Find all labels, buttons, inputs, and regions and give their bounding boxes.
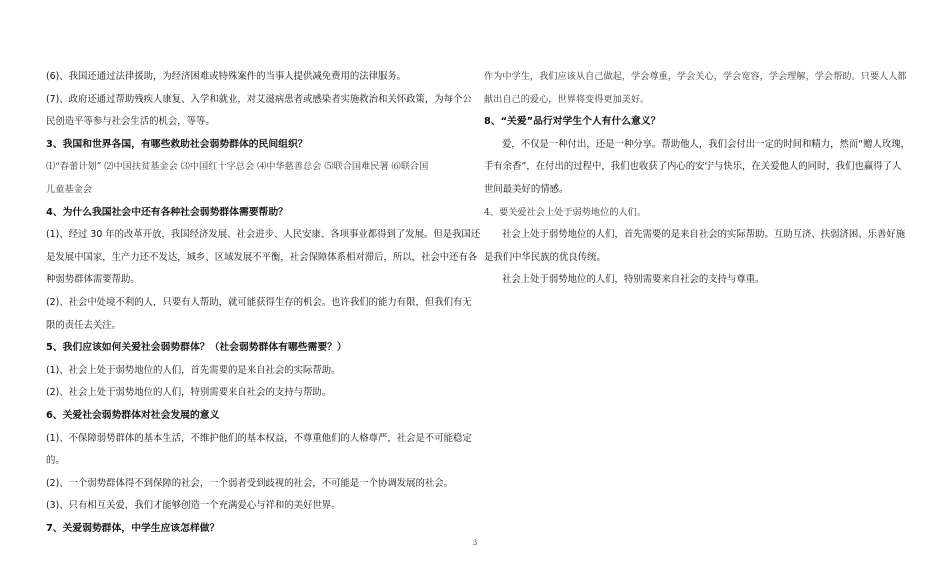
page-number: 3 — [472, 539, 478, 547]
section-heading: 7、关爱弱势群体，中学生应该怎样做？ — [46, 522, 220, 534]
text-line: 世间最美好的情感。 — [484, 183, 569, 195]
section-heading: 5、我们应该如何关爱社会弱势群体？（社会弱势群体有哪些需要？） — [46, 342, 347, 354]
text-line: ⑴“春蕾计划” ⑵中国扶贫基金会 ⑶中国红十字总会 ⑷中华慈善总会 ⑸联合国难民署 ⑹联合国 — [46, 161, 429, 173]
text-line: (1)、不保障弱势群体的基本生活，不维护他们的基本权益，不尊重他们的人格尊严，社会是不可能稳定 — [46, 432, 472, 444]
section-heading: 6、关爱社会弱势群体对社会发展的意义 — [46, 409, 220, 421]
text-line: 爱，不仅是一种付出，还是一种分享。帮助他人，我们会付出一定的时间和精力，然而“赠人玫瑰， — [502, 138, 910, 150]
text-line: 手有余香”，在付出的过程中，我们也收获了内心的安宁与快乐，在关爱他人的同时，我们也赢得了人 — [484, 161, 902, 173]
text-line: (2)、社会中处境不利的人，只要有人帮助，就可能获得生存的机会。也许我们的能力有限，但我们有无 — [46, 296, 472, 308]
section-heading: 4、为什么我国社会中还有各种社会弱势群体需要帮助？ — [46, 206, 288, 218]
text-line: (2)、社会上处于弱势地位的人们，特别需要来自社会的支持与帮助。 — [46, 387, 332, 399]
section-heading: 8、“关爱”品行对学生个人有什么意义？ — [484, 116, 661, 128]
left-column — [46, 66, 481, 540]
text-line: (6)、我国还通过法律援助，为经济困难或特殊案件的当事人提供减免费用的法律服务。 — [46, 71, 407, 82]
text-line: 限的责任去关注。 — [46, 319, 122, 331]
section-heading: 3、我国和世界各国，有哪些救助社会弱势群体的民间组织？ — [46, 138, 308, 150]
text-line: (1)、社会上处于弱势地位的人们，首先需要的是来自社会的实际帮助。 — [46, 364, 341, 376]
right-column — [484, 66, 908, 292]
text-line: 的。 — [46, 455, 65, 467]
text-line: 种弱势群体需要帮助。 — [46, 274, 140, 286]
text-line: 是我们中华民族的优良传统。 — [484, 251, 606, 263]
text-line: 社会上处于弱势地位的人们，特别需要来自社会的支持与尊重。 — [502, 274, 765, 286]
text-line: (1)、经过 30 年的改革开放，我国经济发展、社会进步、人民安康、各项事业都得到了发展。但是我国还 — [46, 229, 481, 241]
text-line: (7)、政府还通过帮助残疾人康复、入学和就业，对艾滋病患者或感染者实施救治和关怀政策，为每个公 — [46, 93, 472, 105]
text-line: 作为中学生，我们应该从自己做起，学会尊重，学会关心，学会宽容，学会理解，学会帮助。只要人人都 — [484, 71, 907, 82]
text-line: 社会上处于弱势地位的人们，首先需要的是来自社会的实际帮助。互助互济、扶弱济困、乐善好施 — [502, 229, 906, 241]
text-line: 民创造平等参与社会生活的机会，等等。 — [46, 116, 215, 128]
text-line: 4、要关爱社会上处于弱势地位的人们。 — [484, 206, 647, 218]
text-line: 献出自己的爱心，世界将变得更加美好。 — [484, 93, 650, 105]
text-line: 儿童基金会 — [46, 183, 92, 195]
text-line: 是发展中国家，生产力还不发达，城乡、区域发展不平衡，社会保障体系相对滞后，所以，社会中还有各 — [46, 251, 478, 263]
text-line: (2)、一个弱势群体得不到保障的社会，一个弱者受到歧视的社会，不可能是一个协调发展的社会。 — [46, 477, 454, 489]
text-line: (3)、只有相互关爱，我们才能够创造一个充满爱心与祥和的美好世界。 — [46, 500, 341, 512]
